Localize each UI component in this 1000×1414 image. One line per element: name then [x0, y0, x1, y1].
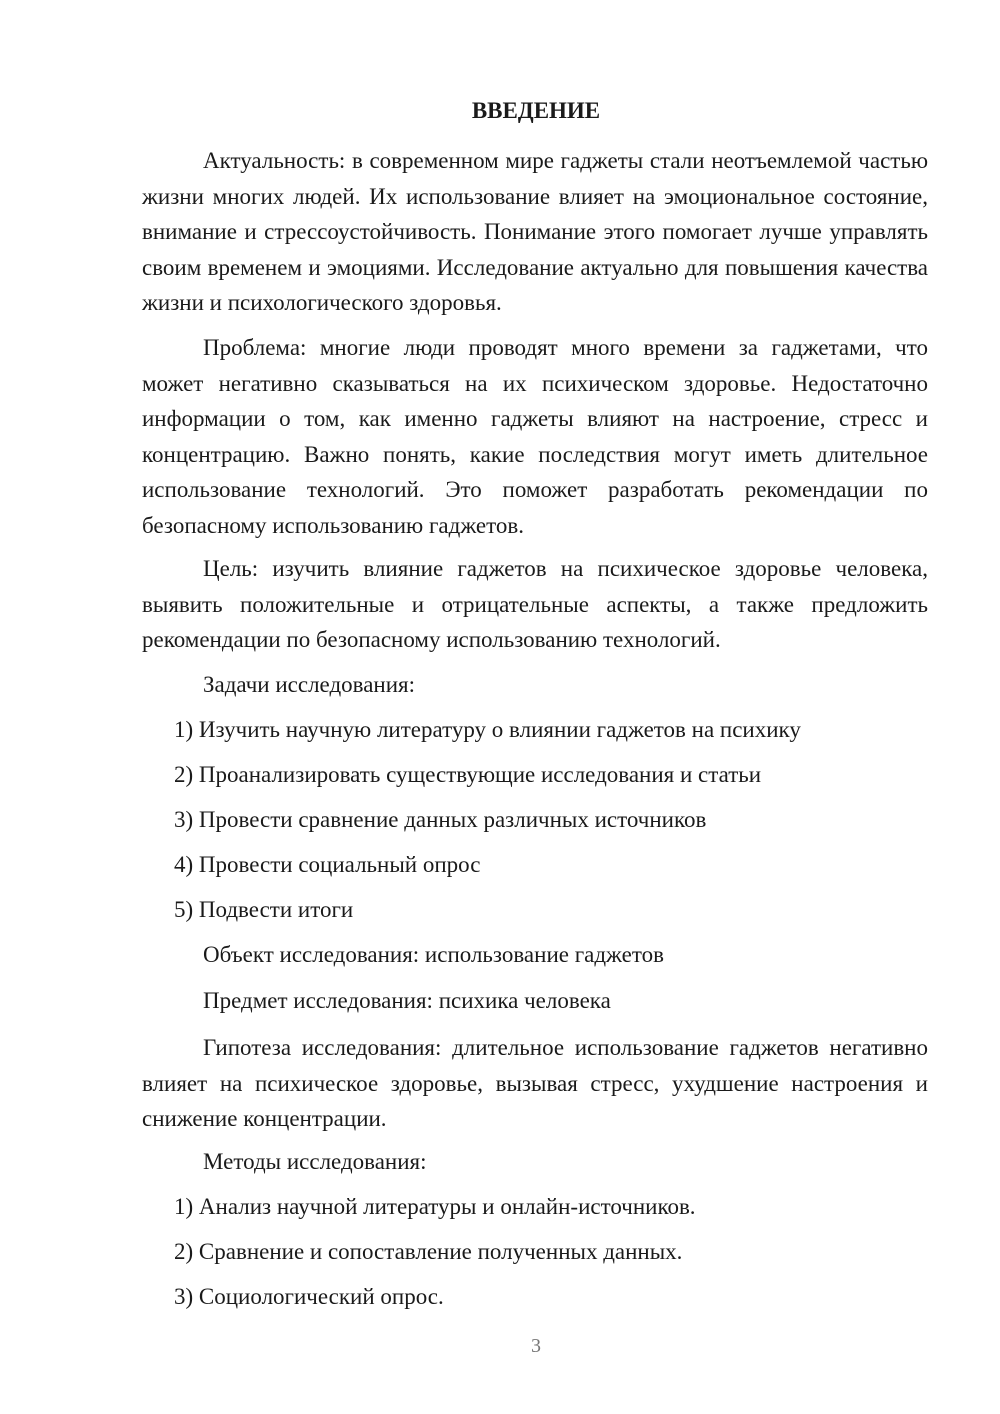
task-item-5: 5) Подвести итоги — [174, 897, 354, 922]
task-item-3: 3) Провести сравнение данных различных источников — [174, 807, 707, 832]
methods-heading: Методы исследования: — [203, 1149, 427, 1174]
method-item-3: 3) Социологический опрос. — [174, 1284, 444, 1309]
research-object: Объект исследования: использование гаджетов — [203, 942, 664, 967]
relevance-paragraph: Актуальность: в современном мире гаджеты стали неотъемлемой частью жизни многих людей. Их использование влияет на эмоциональное состояние, внимание и стрессоустойчивость. Понимание этого помогает лучше управлять своим временем и эмоциями. Исследование актуально для повышения качества жизни и психологического здоровья. — [142, 148, 928, 315]
method-item-1: 1) Анализ научной литературы и онлайн-источников. — [174, 1194, 696, 1219]
research-subject: Предмет исследования: психика человека — [203, 988, 611, 1013]
page-number: 3 — [531, 1335, 541, 1357]
page-title: ВВЕДЕНИЕ — [471, 98, 601, 123]
task-item-4: 4) Провести социальный опрос — [174, 852, 481, 877]
method-item-2: 2) Сравнение и сопоставление полученных данных. — [174, 1239, 683, 1264]
tasks-heading: Задачи исследования: — [203, 672, 416, 697]
task-item-1: 1) Изучить научную литературу о влиянии гаджетов на психику — [174, 717, 801, 742]
hypothesis-paragraph: Гипотеза исследования: длительное использование гаджетов негативно влияет на психическое здоровье, вызывая стресс, ухудшение настроения и снижение концентрации. — [142, 1035, 928, 1131]
goal-paragraph: Цель: изучить влияние гаджетов на психическое здоровье человека, выявить положительные и отрицательные аспекты, а также предложить рекомендации по безопасному использованию технологий. — [142, 556, 928, 652]
problem-paragraph: Проблема: многие люди проводят много времени за гаджетами, что может негативно сказываться на их психическом здоровье. Недостаточно информации о том, как именно гаджеты влияют на настроение, стресс и концентрацию. Важно понять, какие последствия могут иметь длительное использование технологий. Это поможет разработать рекомендации по безопасному использованию гаджетов. — [142, 335, 928, 538]
task-item-2: 2) Проанализировать существующие исследования и статьи — [174, 762, 762, 787]
